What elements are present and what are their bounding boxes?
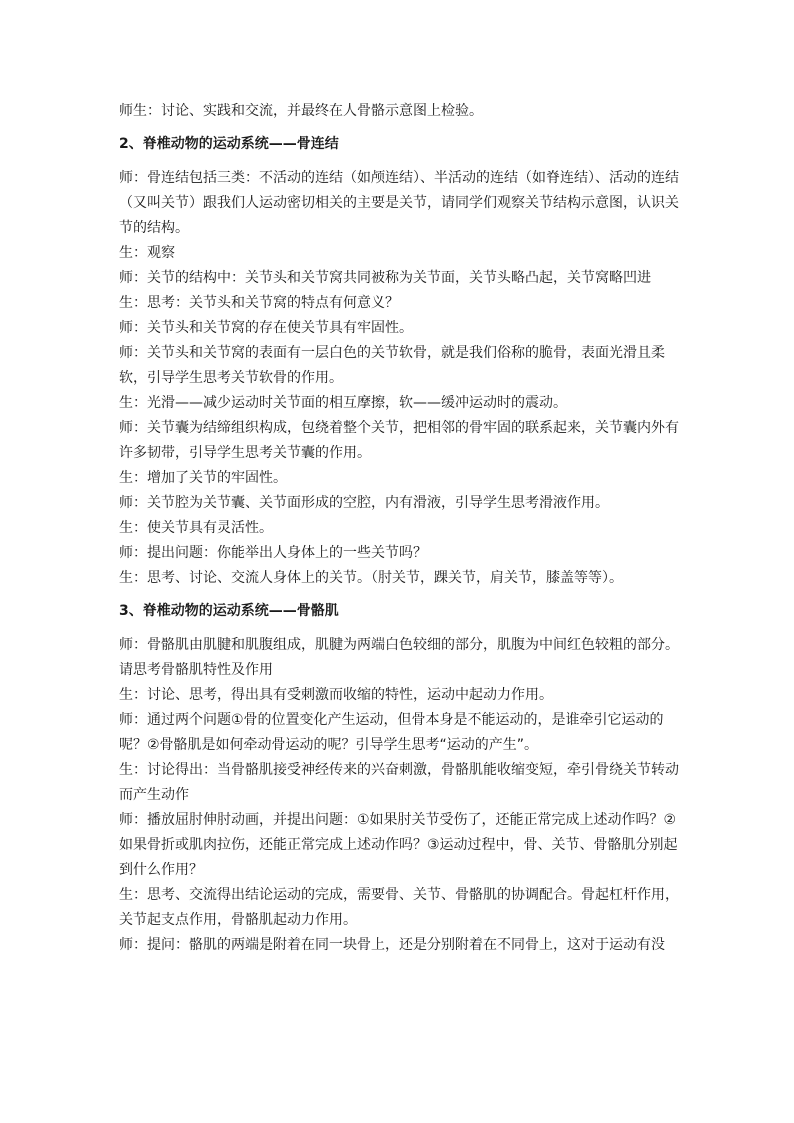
section-heading: 2、脊椎动物的运动系统——骨连结 [119,136,339,152]
paragraph: 生：增加了关节的牢固性。 [119,470,287,486]
section-heading: 3、脊椎动物的运动系统——骨骼肌 [119,603,339,619]
paragraph: 师：关节头和关节窝的表面有一层白色的关节软骨，就是我们俗称的脆骨，表面光滑且柔软，引导学生思考关节软骨的作用。 [119,345,665,386]
paragraph: 师：关节囊为结缔组织构成，包绕着整个关节，把相邻的骨牢固的联系起来，关节囊内外有许多韧带，引导学生思考关节囊的作用。 [119,420,679,461]
document-body [119,99,684,958]
paragraph: 师：提问：骼肌的两端是附着在同一块骨上，还是分别附着在不同骨上，这对于运动有没 [119,937,665,953]
paragraph: 师：提出问题：你能举出人身体上的一些关节吗？ [119,545,427,561]
paragraph: 生：使关节具有灵活性。 [119,520,273,536]
paragraph: 师：关节腔为关节囊、关节面形成的空腔，内有滑液，引导学生思考滑液作用。 [119,495,609,511]
paragraph: 师：关节头和关节窝的存在使关节具有牢固性。 [119,320,413,336]
paragraph: 师生：讨论、实践和交流，并最终在人骨骼示意图上检验。 [119,103,483,119]
paragraph: 师：播放屈肘伸肘动画，并提出问题：①如果肘关节受伤了，还能正常完成上述动作吗？②如果骨折或肌肉拉伤，还能正常完成上述动作吗？③运动过程中，骨、关节、骨骼肌分别起到什么作用？ [119,812,678,878]
paragraph: 师：关节的结构中：关节头和关节窝共同被称为关节面，关节头略凸起，关节窝略凹进 [119,270,651,286]
paragraph: 生：讨论、思考，得出具有受刺激而收缩的特性，运动中起动力作用。 [119,687,553,703]
paragraph: 生：思考、交流得出结论运动的完成，需要骨、关节、骨骼肌的协调配合。骨起杠杆作用，关节起支点作用，骨骼肌起动力作用。 [119,887,679,928]
paragraph: 师：骨骼肌由肌腱和肌腹组成，肌腱为两端白色较细的部分，肌腹为中间红色较粗的部分。请思考骨骼肌特性及作用 [119,637,679,678]
paragraph: 师：骨连结包括三类：不活动的连结（如颅连结）、半活动的连结（如脊连结）、活动的连结（又叫关节）跟我们人运动密切相关的主要是关节，请同学们观察关节结构示意图，认识关节的结构。 [119,170,679,236]
paragraph: 生：思考：关节头和关节窝的特点有何意义？ [119,295,399,311]
paragraph: 生：观察 [119,245,175,261]
paragraph: 生：思考、讨论、交流人身体上的关节。（肘关节，踝关节，肩关节，膝盖等等）。 [119,570,623,586]
paragraph: 生：讨论得出：当骨骼肌接受神经传来的兴奋刺激，骨骼肌能收缩变短，牵引骨绕关节转动而产生动作 [119,762,679,803]
paragraph: 师：通过两个问题①骨的位置变化产生运动，但骨本身是不能运动的，是谁牵引它运动的呢？②骨骼肌是如何牵动骨运动的呢？引导学生思考“运动的产生”。 [119,712,664,753]
paragraph: 生：光滑——减少运动时关节面的相互摩擦，软——缓冲运动时的震动。 [119,395,567,411]
